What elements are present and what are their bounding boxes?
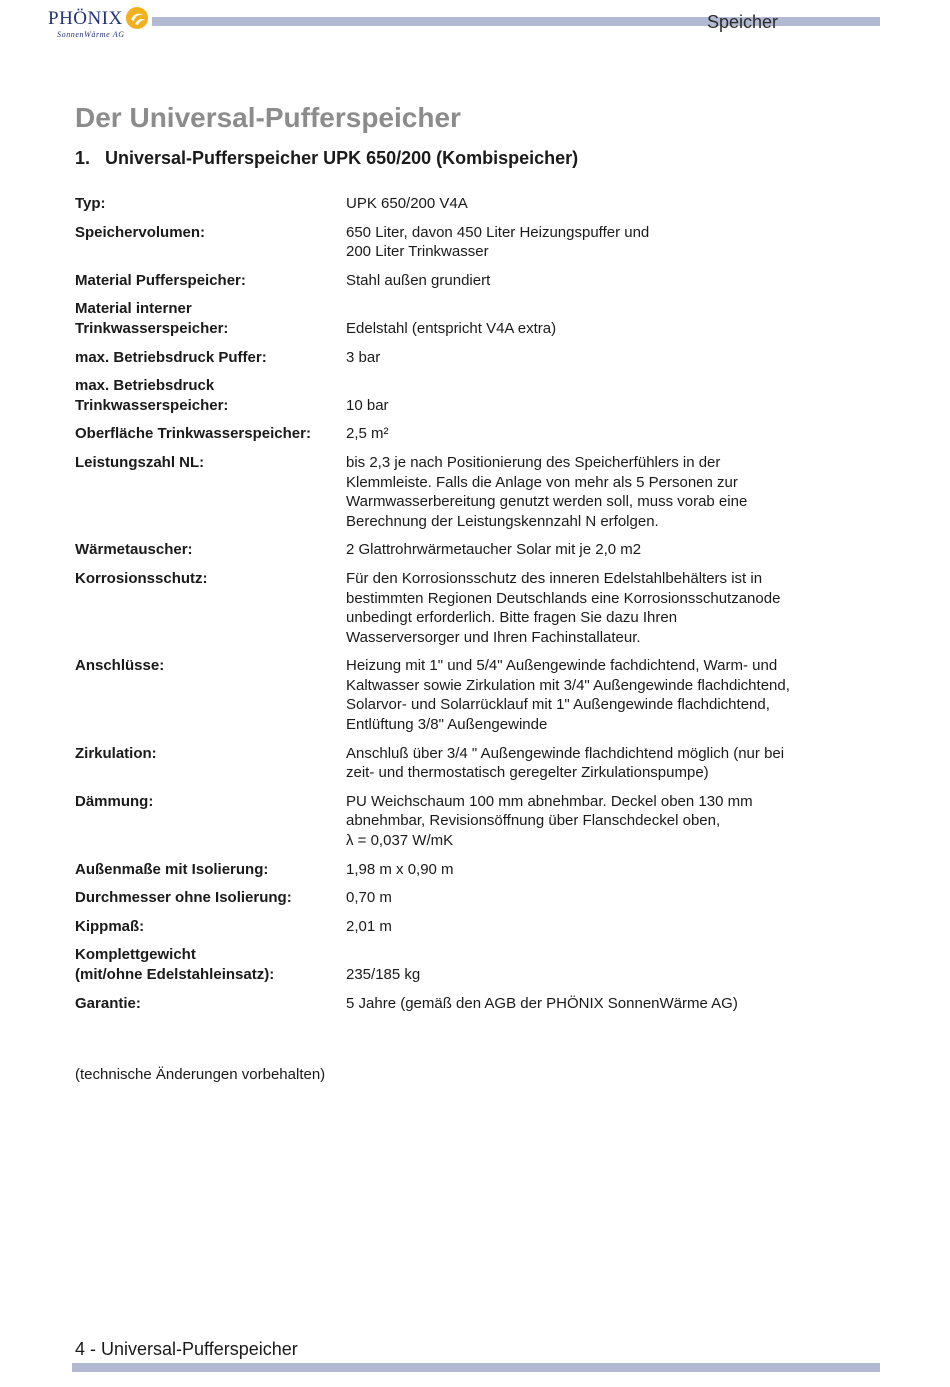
spec-label: Oberfläche Trinkwasserspeicher:: [75, 425, 311, 443]
spec-value-line: Warmwasserbereitung genutzt werden soll, muss vorab eine: [346, 493, 748, 511]
spec-row: [75, 453, 855, 531]
spec-value-line: Edelstahl (entspricht V4A extra): [346, 319, 557, 337]
spec-row: [75, 860, 855, 880]
spec-value-line: 3 bar: [346, 348, 381, 366]
spec-row: [75, 424, 855, 444]
spec-value-line: λ = 0,037 W/mK: [346, 832, 454, 850]
section-number: 1.: [75, 148, 91, 168]
spec-label: Durchmesser ohne Isolierung:: [75, 889, 292, 907]
spec-value: [346, 424, 846, 444]
spec-label: Außenmaße mit Isolierung:: [75, 860, 269, 878]
spec-row: [75, 376, 855, 415]
spec-value-line: 2,5 m²: [346, 425, 389, 443]
page-footer: 4 - Universal-Pufferspeicher: [75, 1339, 298, 1359]
spec-value-line: Kaltwasser sowie Zirkulation mit 3/4" Außengewinde flachdichtend,: [346, 676, 790, 694]
spec-row: [75, 271, 855, 291]
spec-value: [346, 453, 846, 531]
spec-table: [75, 194, 855, 1022]
spec-value: [346, 744, 846, 783]
spec-row: [75, 888, 855, 908]
spec-value: [346, 888, 846, 908]
spec-label: Garantie:: [75, 994, 141, 1012]
spec-value: [346, 223, 846, 262]
spec-value-line: Klemmleiste. Falls die Anlage von mehr als 5 Personen zur: [346, 473, 738, 491]
spec-value-line: Entlüftung 3/8" Außengewinde: [346, 716, 548, 734]
spec-label: Material interner Trinkwasserspeicher:: [75, 300, 229, 337]
spec-label: Typ:: [75, 195, 106, 212]
sun-logo-icon: [125, 6, 149, 30]
spec-row: [75, 540, 855, 560]
section-heading: [75, 148, 578, 169]
spec-value: [346, 860, 846, 880]
spec-label: Speichervolumen:: [75, 223, 206, 241]
spec-value-line: Solarvor- und Solarrücklauf mit 1" Außengewinde flachdichtend,: [346, 696, 770, 714]
spec-value-line: 2,01 m: [346, 917, 392, 935]
spec-value-line: Für den Korrosionsschutz des inneren Edelstahlbehälters ist in: [346, 569, 763, 587]
spec-label: Anschlüsse:: [75, 657, 165, 675]
spec-value-line: UPK 650/200 V4A: [346, 195, 468, 212]
spec-value: [346, 792, 846, 851]
spec-label: Material Pufferspeicher:: [75, 271, 246, 289]
spec-row: [75, 656, 855, 734]
spec-label: Kippmaß:: [75, 917, 145, 935]
page-title: Der Universal-Pufferspeicher: [75, 102, 461, 133]
disclaimer-note: (technische Änderungen vorbehalten): [75, 1066, 326, 1083]
spec-row: [75, 945, 855, 984]
spec-value: [346, 945, 846, 984]
spec-value: [346, 540, 846, 560]
section-heading-text: Universal-Pufferspeicher UPK 650/200 (Kombispeicher): [105, 148, 579, 168]
spec-value-line: 1,98 m x 0,90 m: [346, 860, 454, 878]
spec-value-line: bis 2,3 je nach Positionierung des Speicherfühlers in der: [346, 453, 721, 471]
spec-value-line: 10 bar: [346, 396, 389, 414]
spec-label: max. Betriebsdruck Puffer:: [75, 348, 267, 366]
spec-value: [346, 271, 846, 291]
spec-label: Leistungszahl NL:: [75, 453, 205, 471]
spec-value-line: bestimmten Regionen Deutschlands eine Korrosionsschutzanode: [346, 589, 781, 607]
spec-value: [346, 376, 846, 415]
spec-value-line: Wasserversorger und Ihren Fachinstallateur.: [346, 628, 641, 646]
spec-label: Dämmung:: [75, 792, 154, 810]
spec-value-line: Stahl außen grundiert: [346, 271, 491, 289]
spec-label: Korrosionsschutz:: [75, 569, 208, 587]
spec-row: [75, 194, 855, 214]
spec-row: [75, 994, 855, 1014]
spec-row: [75, 917, 855, 937]
spec-value-line: 2 Glattrohrwärmetaucher Solar mit je 2,0 m2: [346, 541, 642, 559]
spec-label: Wärmetauscher:: [75, 541, 193, 559]
spec-value: [346, 194, 846, 214]
spec-value-line: abnehmbar, Revisionsöffnung über Flanschdeckel oben,: [346, 812, 721, 830]
spec-row: [75, 792, 855, 851]
spec-value-line: Berechnung der Leistungskennzahl N erfolgen.: [346, 512, 659, 530]
spec-value-line: PU Weichschaum 100 mm abnehmbar. Deckel oben 130 mm: [346, 792, 753, 810]
spec-value-line: 5 Jahre (gemäß den AGB der PHÖNIX SonnenWärme AG): [346, 994, 738, 1012]
spec-value-line: Heizung mit 1" und 5/4" Außengewinde fachdichtend, Warm- und: [346, 657, 778, 675]
spec-value-line: zeit- und thermostatisch geregelter Zirkulationspumpe): [346, 764, 709, 782]
logo-wordmark: PHÖNIX: [48, 8, 123, 29]
spec-value-line: 650 Liter, davon 450 Liter Heizungspuffer und: [346, 223, 650, 241]
spec-value: [346, 569, 846, 647]
spec-value: [346, 917, 846, 937]
spec-label: Zirkulation:: [75, 744, 157, 762]
spec-row: [75, 744, 855, 783]
spec-row: [75, 223, 855, 262]
company-logo: [48, 6, 158, 42]
spec-value-line: 200 Liter Trinkwasser: [346, 243, 489, 261]
spec-value-line: Anschluß über 3/4 " Außengewinde flachdichtend möglich (nur bei: [346, 744, 785, 762]
spec-value: [346, 656, 846, 734]
spec-label: max. Betriebsdruck Trinkwasserspeicher:: [75, 377, 229, 414]
spec-value: [346, 299, 846, 338]
spec-value-line: [346, 299, 846, 319]
footer-bar: [72, 1363, 880, 1372]
spec-value-line: 0,70 m: [346, 889, 392, 907]
spec-label: Komplettgewicht (mit/ohne Edelstahleinsatz):: [75, 946, 275, 983]
spec-row: [75, 348, 855, 368]
logo-tagline: SonnenWärme AG: [57, 30, 125, 39]
spec-value-line: [346, 945, 846, 965]
spec-value: [346, 994, 846, 1014]
spec-value: [346, 348, 846, 368]
spec-row: [75, 299, 855, 338]
spec-value-line: unbedingt erforderlich. Bitte fragen Sie dazu Ihren: [346, 609, 678, 627]
spec-value-line: 235/185 kg: [346, 966, 421, 983]
section-label: Speicher: [706, 12, 778, 32]
spec-row: [75, 569, 855, 647]
spec-value-line: [346, 376, 846, 396]
